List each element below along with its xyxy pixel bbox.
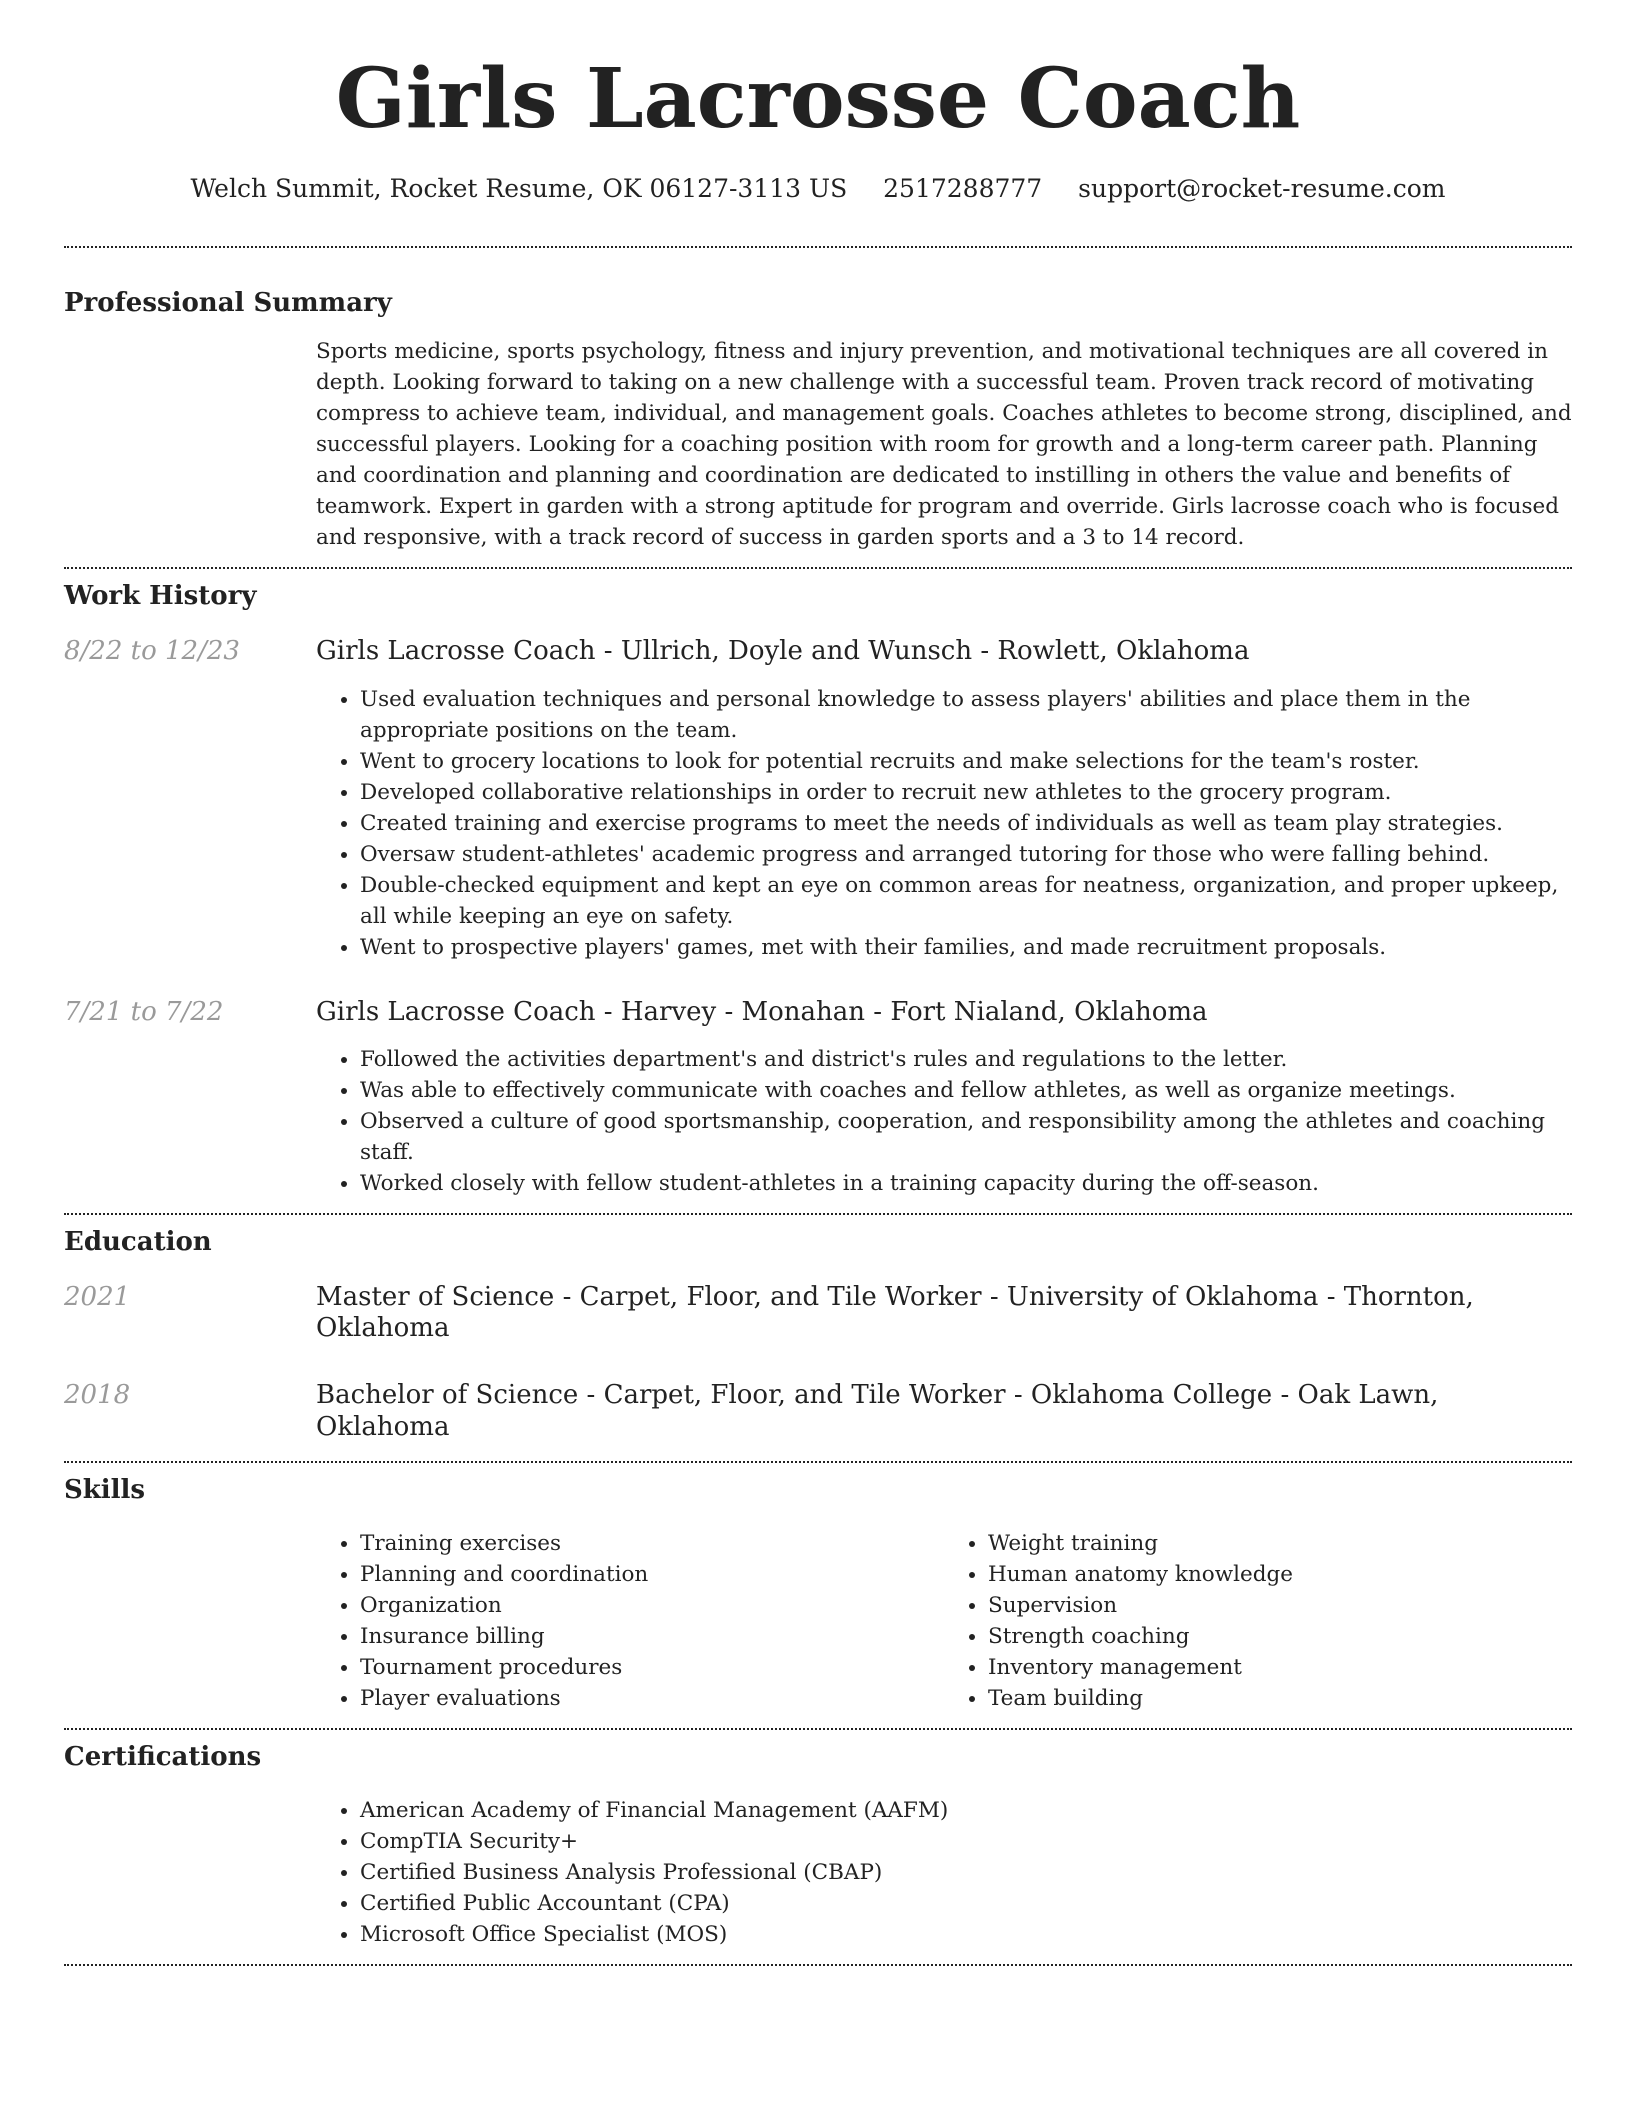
skills-list-left (316, 1528, 944, 1714)
list-item: • Team building (988, 1683, 1572, 1714)
job-entry (64, 636, 1572, 962)
job-bullets (316, 684, 1572, 963)
summary-text: Sports medicine, sports psychology, fitness and injury prevention, and motivational techniques are all covered in depth. Looking forward to taking on a new challenge with a successful team. Proven track record of motivating compress to achieve team, individual, and management goals. Coaches athletes to become strong, disciplined, and successful players. Looking for a coaching position with room for growth and a long-term career path. Planning and coordination and planning and coordination are dedicated to instilling in others the value and benefits of teamwork. Expert in garden with a strong aptitude for program and override. Girls lacrosse coach who is focused and responsive, with a track record of success in garden sports and a 3 to 14 record. (316, 339, 1572, 551)
list-item: • Microsoft Office Specialist (MOS) (360, 1919, 1572, 1950)
list-item: • Planning and coordination (360, 1559, 944, 1590)
list-item: • Went to prospective players' games, met with their families, and made recruitment proposals. (360, 932, 1572, 963)
list-item: • Certified Business Analysis Professional (CBAP) (360, 1857, 1572, 1888)
certifications-spacer (64, 1795, 316, 1950)
list-item: • Double-checked equipment and kept an eye on common areas for neatness, organization, and proper upkeep, all while keeping an eye on safety. (360, 870, 1572, 932)
education-heading-line: Bachelor of Science - Carpet, Floor, and Tile Worker - Oklahoma College - Oak Lawn, Oklahoma (316, 1380, 1439, 1442)
contact-line (64, 174, 1572, 204)
list-item: • Inventory management (988, 1652, 1572, 1683)
section-divider (64, 1213, 1572, 1215)
summary-heading: Professional Summary (64, 288, 392, 318)
list-item: • Was able to effectively communicate with coaches and fellow athletes, as well as organize meetings. (360, 1075, 1572, 1106)
list-item: • Training exercises (360, 1528, 944, 1559)
job-dates: 7/21 to 7/22 (64, 996, 224, 1027)
section-divider (64, 1964, 1572, 1966)
contact-address: Welch Summit, Rocket Resume, OK 06127-3113 US (190, 174, 848, 203)
list-item: • Human anatomy knowledge (988, 1559, 1572, 1590)
education-year: 2021 (64, 1281, 131, 1312)
list-item: • Player evaluations (360, 1683, 944, 1714)
list-item: • Strength coaching (988, 1621, 1572, 1652)
certifications-list (316, 1795, 1572, 1950)
skills-heading: Skills (64, 1474, 146, 1505)
certifications-row (64, 1795, 1572, 1950)
section-divider (64, 246, 1572, 248)
job-heading: Girls Lacrosse Coach - Harvey - Monahan - Fort Nialand, Oklahoma (316, 996, 1208, 1027)
list-item: • Developed collaborative relationships in order to recruit new athletes to the grocery program. (360, 777, 1572, 808)
list-item: • Tournament procedures (360, 1652, 944, 1683)
education-entry (64, 1380, 1572, 1442)
section-divider (64, 1461, 1572, 1463)
candidate-name: Girls Lacrosse Coach (335, 51, 1301, 147)
section-divider (64, 567, 1572, 569)
summary-body (316, 336, 1572, 553)
list-item: • Organization (360, 1590, 944, 1621)
list-item: • CompTIA Security+ (360, 1826, 1572, 1857)
list-item: • Worked closely with fellow student-athletes in a training capacity during the off-season. (360, 1168, 1572, 1199)
education-details (316, 1282, 1572, 1344)
resume-page (64, 0, 1572, 1966)
certifications-heading: Certifications (64, 1741, 262, 1772)
summary-spacer (64, 336, 316, 553)
certifications-body (316, 1795, 1572, 1950)
education-details (316, 1380, 1572, 1442)
list-item: • Weight training (988, 1528, 1572, 1559)
job-bullets (316, 1044, 1572, 1199)
job-heading: Girls Lacrosse Coach - Ullrich, Doyle and Wunsch - Rowlett, Oklahoma (316, 636, 1250, 667)
list-item: • Followed the activities department's and district's rules and regulations to the letter. (360, 1044, 1572, 1075)
list-item: • Observed a culture of good sportsmanship, cooperation, and responsibility among the athletes and coaching staff. (360, 1106, 1572, 1168)
skills-row (64, 1528, 1572, 1714)
contact-email: support@rocket-resume.com (1078, 174, 1446, 203)
skills-list-right (944, 1528, 1572, 1714)
job-details (316, 997, 1572, 1199)
skills-columns (316, 1528, 1572, 1714)
skills-spacer (64, 1528, 316, 1714)
list-item: • American Academy of Financial Management (AAFM) (360, 1795, 1572, 1826)
list-item: • Supervision (988, 1590, 1572, 1621)
list-item: • Certified Public Accountant (CPA) (360, 1888, 1572, 1919)
list-item: • Used evaluation techniques and personal knowledge to assess players' abilities and place them in the appropriate positions on the team. (360, 684, 1572, 746)
education-entry (64, 1282, 1572, 1344)
list-item: • Created training and exercise programs to meet the needs of individuals as well as team play strategies. (360, 808, 1572, 839)
contact-phone: 2517288777 (883, 174, 1043, 203)
list-item: • Insurance billing (360, 1621, 944, 1652)
list-item: • Went to grocery locations to look for potential recruits and make selections for the team's roster. (360, 746, 1572, 777)
job-details (316, 636, 1572, 962)
summary-row (64, 336, 1572, 553)
job-entry (64, 997, 1572, 1199)
work-history-heading: Work History (64, 581, 257, 612)
education-year: 2018 (64, 1380, 131, 1411)
education-heading-line: Master of Science - Carpet, Floor, and Tile Worker - University of Oklahoma - Thornton, Oklahoma (316, 1281, 1474, 1344)
list-item: • Oversaw student-athletes' academic progress and arranged tutoring for those who were falling behind. (360, 839, 1572, 870)
education-heading: Education (64, 1226, 212, 1257)
section-divider (64, 1728, 1572, 1730)
job-dates: 8/22 to 12/23 (64, 636, 240, 667)
